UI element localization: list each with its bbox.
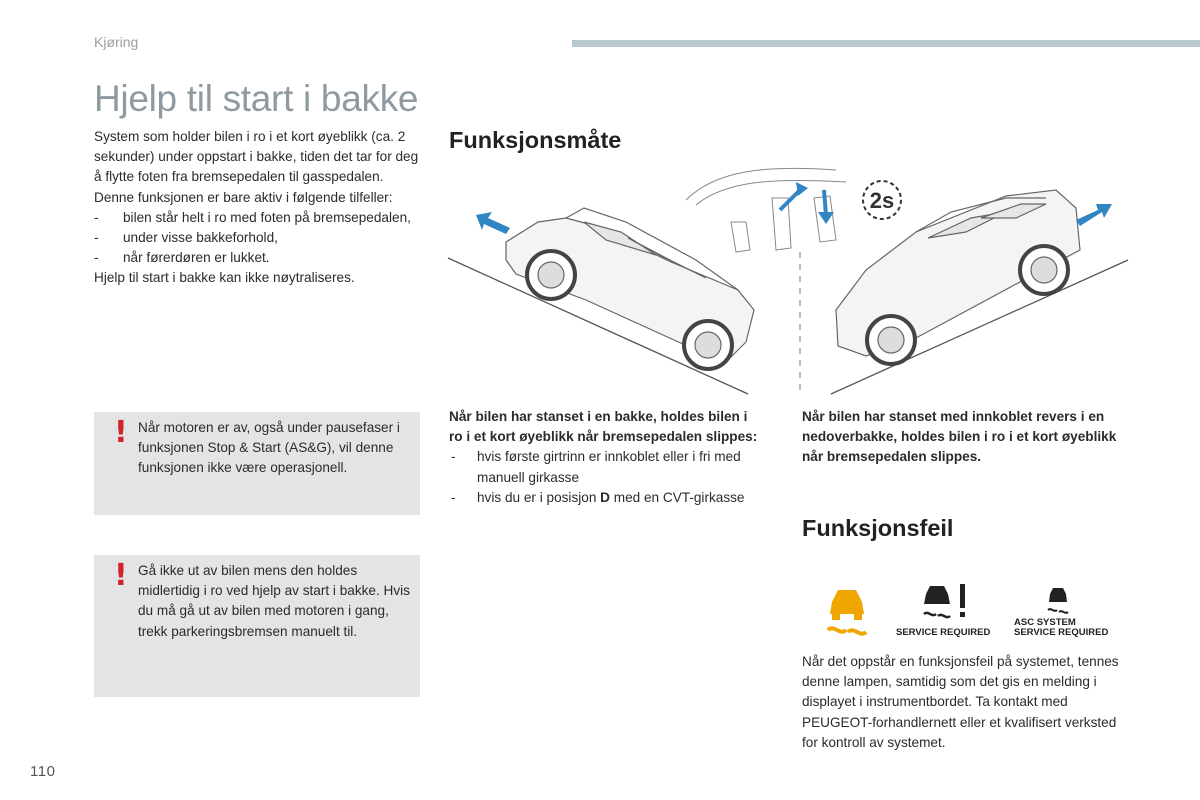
pedals-icon [686,168,846,252]
list-dash: - [451,449,456,465]
intro-paragraph: System som holder bilen i ro i et kort øyeblikk (ca. 2 sekunder) under oppstart i bakke, tiden det tar for deg å flytte foten fra bremsepedalen til gasspedalen. [94,129,419,185]
header-rule [572,40,1200,47]
list-item-suffix: med en CVT-girkasse [610,489,745,505]
section-heading-fault: Funksjonsfeil [802,515,954,541]
intro-note: Hjelp til start i bakke kan ikke nøytraliseres. [94,270,355,286]
intro-conditions-lead: Denne funksjonen er bare aktiv i følgende tilfeller: [94,189,393,205]
downhill-lead: Når bilen har stanset med innkoblet revers i en nedoverbakke, holdes bilen i ro i et kort øyeblikk når bremsepedalen slippes. [802,409,1117,465]
skid-warning-icon [828,590,866,634]
list-item [449,447,759,487]
timer-label: 2s [869,188,895,213]
list-dash: - [94,250,99,266]
page-number: 110 [30,763,56,780]
warning-text: Gå ikke ut av bilen mens den holdes midlertidig i ro ved hjelp av start i bakke. Hvis du må gå ut av bilen med motoren i gang, trekk parkeringsbremsen manuelt til. [138,563,410,639]
uphill-description [449,407,759,508]
arrow-reverse-icon [1076,204,1112,226]
warning-lamps [818,580,1118,642]
car-uphill-icon [506,208,754,369]
list-item [94,248,420,268]
exclamation-icon: ! [114,558,128,593]
list-dash: - [451,489,456,505]
list-item-text: bilen står helt i ro med foten på bremsepedalen, [123,209,411,225]
asc-caption-1: ASC SYSTEM [1014,617,1076,628]
hill-start-illustration [446,160,1136,402]
warning-box [94,555,420,697]
warning-text: Når motoren er av, også under pausefaser i funksjonen Stop & Start (AS&G), vil denne funksjonen ikke være operasjonell. [138,420,400,476]
list-item [449,488,759,508]
list-dash: - [94,209,99,225]
list-dash: - [94,230,99,246]
timer-icon [863,181,901,219]
section-heading-method: Funksjonsmåte [449,127,622,153]
service-required-icon [896,584,990,638]
list-item-text: hvis første girtrinn er innkoblet eller i fri med manuell girkasse [477,449,741,485]
list-item-text: når førerdøren er lukket. [123,250,270,266]
downhill-description [802,407,1132,468]
section-label: Kjøring [94,34,139,50]
exclamation-icon: ! [114,415,128,450]
uphill-list [449,447,759,508]
warning-box [94,412,420,515]
list-item [94,208,420,228]
page-title: Hjelp til start i bakke [94,78,419,119]
list-item-text: under visse bakkeforhold, [123,230,278,246]
conditions-list [94,208,420,269]
intro-text [94,127,420,289]
fault-paragraph: Når det oppstår en funksjonsfeil på systemet, tennes denne lampen, samtidig som det gis en melding i displayet i instrumentbordet. Ta kontakt med PEUGEOT-forhandlernett eller et kvalifisert verksted for kontroll av systemet. [802,654,1119,750]
asc-system-icon [1014,588,1108,638]
asc-caption-2: SERVICE REQUIRED [1014,627,1109,638]
fault-description [802,652,1128,753]
arrow-forward-icon [476,212,510,234]
uphill-lead: Når bilen har stanset i en bakke, holdes bilen i ro i et kort øyeblikk når bremsepedalen slippes: [449,409,758,445]
gear-position: D [600,489,610,505]
list-item-prefix: hvis du er i posisjon [477,489,601,505]
list-item [94,228,420,248]
service-caption: SERVICE REQUIRED [896,627,991,638]
